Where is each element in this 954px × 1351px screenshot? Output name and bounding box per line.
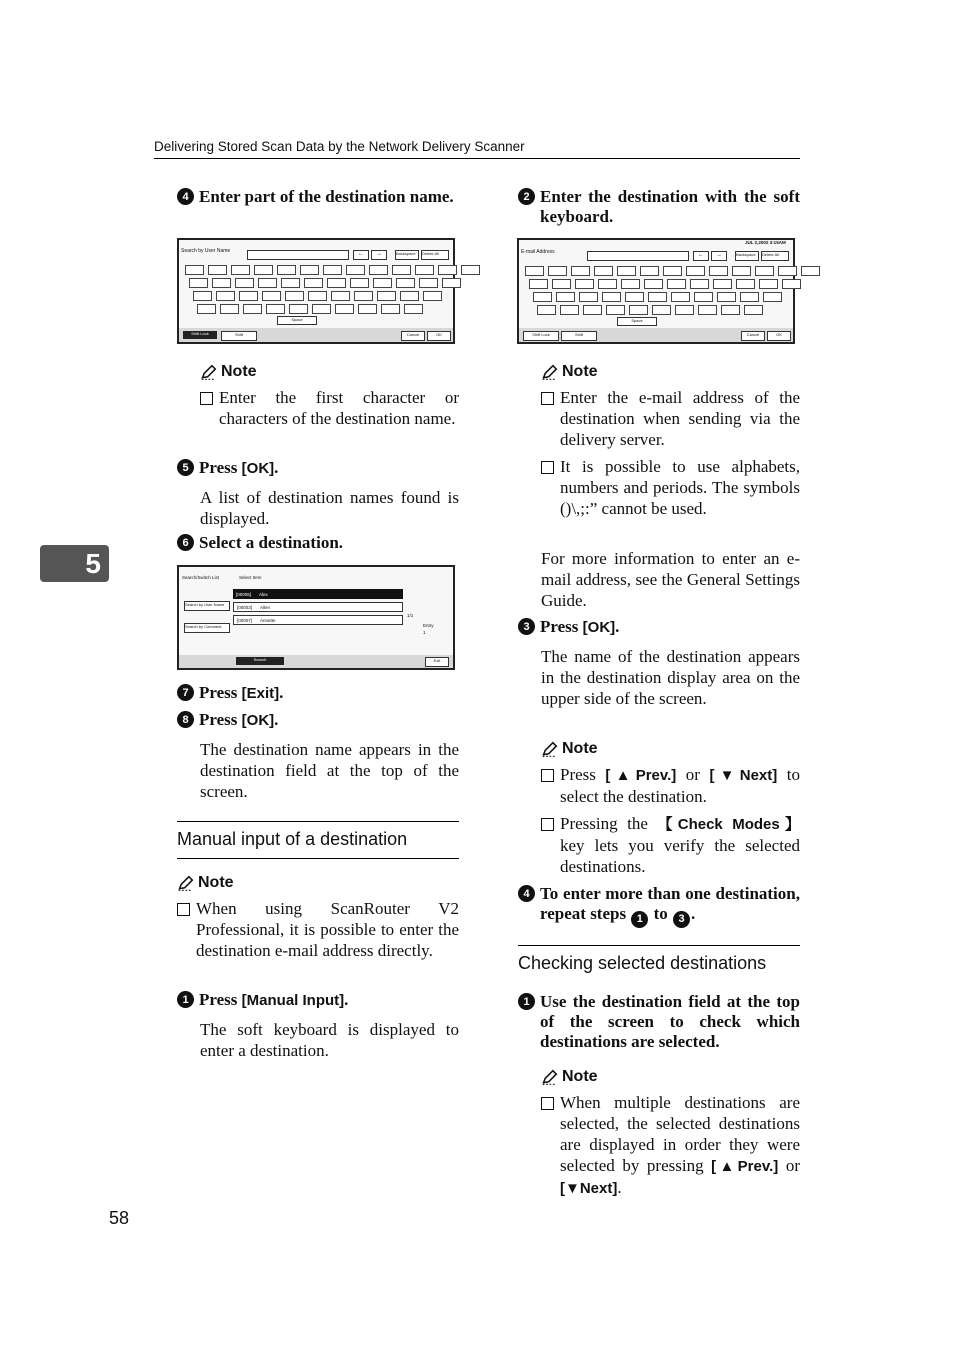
kbd-row bbox=[533, 292, 782, 302]
exit-button: Exit bbox=[425, 657, 449, 667]
step-number: 8 bbox=[177, 711, 194, 728]
left-note2 bbox=[177, 874, 459, 961]
delete-all-key: Delete All bbox=[761, 251, 789, 261]
note-item: Enter the first character or characters of the destination name. bbox=[200, 387, 459, 429]
pencil-icon bbox=[200, 364, 217, 381]
checkbox-icon bbox=[541, 392, 554, 405]
step-number: 2 bbox=[518, 188, 535, 205]
kbd-row bbox=[185, 265, 480, 275]
list-row: [00006] Alex bbox=[233, 589, 403, 599]
checkbox-icon bbox=[541, 1097, 554, 1110]
right-step3: 3 Press [OK]. The name of the destination appears in the destination display area on the upper side of the screen. bbox=[518, 617, 800, 709]
ok-key-label: [OK] bbox=[241, 460, 275, 477]
right-step1 bbox=[518, 992, 800, 1052]
arrow-right-icon: → bbox=[711, 251, 727, 261]
pencil-icon bbox=[541, 1069, 558, 1086]
step-ref: 3 bbox=[673, 911, 690, 928]
step-number: 1 bbox=[518, 993, 535, 1010]
shift-key: Shift bbox=[221, 331, 257, 341]
step-description: A list of destination names found is displayed. bbox=[200, 488, 459, 528]
note-heading: Note bbox=[541, 740, 800, 758]
entry-label: Entry bbox=[423, 623, 434, 628]
arrow-left-icon: ← bbox=[693, 251, 709, 261]
header-rule bbox=[154, 158, 800, 159]
kbd-row bbox=[529, 279, 801, 289]
list-select-label: Select Item bbox=[239, 575, 262, 580]
right-step4: 4 To enter more than one destination, repeat steps 1 to 3 . bbox=[518, 884, 800, 928]
note-item: When multiple destinations are selected, the selected destinations are displayed in order they were selected by pressing [▲Prev.] or [▼Next]. bbox=[541, 1092, 800, 1199]
running-header: Delivering Stored Scan Data by the Network Delivery Scanner bbox=[154, 139, 525, 154]
kbd-field-label: E-mail Address bbox=[521, 249, 555, 255]
search-button: Search bbox=[236, 657, 284, 665]
step-text: Select a destination. bbox=[199, 533, 344, 552]
ok-key-label: [OK] bbox=[241, 712, 275, 729]
shift-lock-key: Shift Lock bbox=[183, 331, 217, 339]
backspace-key: Backspace bbox=[735, 251, 759, 261]
shift-lock-key: Shift Lock bbox=[523, 331, 559, 341]
ok-key: OK bbox=[427, 331, 451, 341]
right-paragraph: For more information to enter an e-mail address, see the General Settings Guide. bbox=[541, 549, 800, 610]
note-heading: Note bbox=[177, 874, 459, 892]
search-by-user-button: Search by User Name bbox=[184, 601, 230, 611]
exit-key-label: [Exit] bbox=[241, 685, 280, 702]
pencil-icon bbox=[541, 364, 558, 381]
check-modes-key-label: 【Check Modes】 bbox=[657, 816, 800, 833]
section-title: Manual input of a destination bbox=[177, 829, 408, 849]
kbd-input-field bbox=[587, 251, 689, 261]
checkbox-icon bbox=[200, 392, 213, 405]
shift-key: Shift bbox=[561, 331, 597, 341]
step-number: 6 bbox=[177, 534, 194, 551]
left-step8: 8 Press [OK]. The destination name appears in the destination field at the top of the screen. bbox=[177, 710, 459, 802]
step-description: The name of the destination appears in the destination display area on the upper side of the screen. bbox=[541, 647, 800, 708]
pencil-icon bbox=[177, 875, 194, 892]
kbd-row bbox=[193, 291, 442, 301]
right-note3 bbox=[518, 1068, 800, 1199]
note-item: When using ScanRouter V2 Professional, it is possible to enter the destination e-mail address directly. bbox=[177, 898, 459, 961]
backspace-key: Backspace bbox=[395, 250, 419, 260]
arrow-right-icon: → bbox=[371, 250, 387, 260]
arrow-left-icon: ← bbox=[353, 250, 369, 260]
prev-key-label: [▲Prev.] bbox=[711, 1158, 779, 1175]
screenshot-search-keyboard bbox=[177, 238, 455, 344]
prev-key-label: [▲Prev.] bbox=[605, 767, 677, 784]
next-key-label: [▼Next] bbox=[709, 767, 778, 784]
right-note1 bbox=[518, 363, 800, 519]
next-key-label: [▼Next] bbox=[560, 1180, 618, 1197]
checkbox-icon bbox=[541, 769, 554, 782]
checkbox-icon bbox=[177, 903, 190, 916]
checkbox-icon bbox=[541, 461, 554, 474]
delete-all-key: Delete All bbox=[421, 250, 449, 260]
cancel-key: Cancel bbox=[401, 331, 425, 341]
note-item: Press [▲Prev.] or [▼Next] to select the destination. bbox=[541, 764, 800, 807]
step-text: Use the destination field at the top of the screen to check which destinations are selected. bbox=[540, 992, 800, 1051]
step-text: Enter part of the destination name. bbox=[199, 187, 454, 206]
left-step6 bbox=[177, 533, 459, 553]
manual-input-key-label: [Manual Input] bbox=[241, 992, 345, 1009]
left-step4 bbox=[177, 187, 459, 207]
cancel-key: Cancel bbox=[741, 331, 765, 341]
left-step7: 7 Press [Exit]. bbox=[177, 683, 459, 704]
search-by-comment-button: Search by Comment bbox=[184, 623, 230, 633]
left-note1 bbox=[177, 363, 459, 429]
kbd-input-field bbox=[247, 250, 349, 260]
note-heading: Note bbox=[541, 1068, 800, 1086]
checkbox-icon bbox=[541, 818, 554, 831]
step-text: Enter the destination with the soft keyboard. bbox=[540, 187, 800, 226]
step-description: The soft keyboard is displayed to enter a destination. bbox=[200, 1020, 459, 1060]
note-heading: Note bbox=[200, 363, 459, 381]
section-rule bbox=[518, 945, 800, 946]
ok-key: OK bbox=[767, 331, 791, 341]
left-step1: 1 Press [Manual Input]. The soft keyboard is displayed to enter a destination. bbox=[177, 990, 459, 1061]
list-bottom-bar bbox=[179, 655, 453, 668]
section-rule bbox=[177, 821, 459, 822]
entry-count: 1 bbox=[423, 630, 426, 635]
kbd-date: JUL 2,2002 3:15AM bbox=[745, 240, 786, 245]
list-page-counter: 1/1 bbox=[407, 613, 414, 618]
list-row: [00003] Allen bbox=[233, 602, 403, 612]
screenshot-destination-list bbox=[177, 565, 455, 670]
kbd-field-label: Search by User Name bbox=[181, 248, 231, 254]
section-title: Checking selected destinations bbox=[518, 953, 767, 973]
kbd-row bbox=[537, 305, 763, 315]
step-number: 4 bbox=[518, 885, 535, 902]
left-step5: 5 Press [OK]. A list of destination names found is displayed. bbox=[177, 458, 459, 529]
note-heading: Note bbox=[541, 363, 800, 381]
pencil-icon bbox=[541, 741, 558, 758]
kbd-row bbox=[525, 266, 820, 276]
step-number: 7 bbox=[177, 684, 194, 701]
list-title: Search/Switch List bbox=[182, 575, 220, 580]
step-number: 3 bbox=[518, 618, 535, 635]
step-ref: 1 bbox=[631, 911, 648, 928]
space-key: Space bbox=[277, 316, 317, 325]
step-description: The destination name appears in the destination field at the top of the screen. bbox=[200, 740, 459, 801]
step-number: 4 bbox=[177, 188, 194, 205]
step-number: 5 bbox=[177, 459, 194, 476]
note-item: Pressing the 【Check Modes】 key lets you verify the selected destinations. bbox=[541, 813, 800, 877]
chapter-tab: 5 bbox=[40, 545, 109, 582]
section-rule bbox=[177, 858, 459, 859]
note-item: It is possible to use alphabets, numbers and periods. The symbols ()\,;:” cannot be used. bbox=[541, 456, 800, 519]
step-number: 1 bbox=[177, 991, 194, 1008]
page-number: 58 bbox=[109, 1208, 130, 1228]
right-step2 bbox=[518, 187, 800, 227]
list-row: [00007] Annette bbox=[233, 615, 403, 625]
ok-key-label: [OK] bbox=[582, 619, 616, 636]
right-note2 bbox=[518, 740, 800, 877]
kbd-row bbox=[197, 304, 423, 314]
note-item: Enter the e-mail address of the destination when sending via the delivery server. bbox=[541, 387, 800, 450]
screenshot-email-keyboard bbox=[517, 238, 795, 344]
kbd-row bbox=[189, 278, 461, 288]
space-key: Space bbox=[617, 317, 657, 326]
